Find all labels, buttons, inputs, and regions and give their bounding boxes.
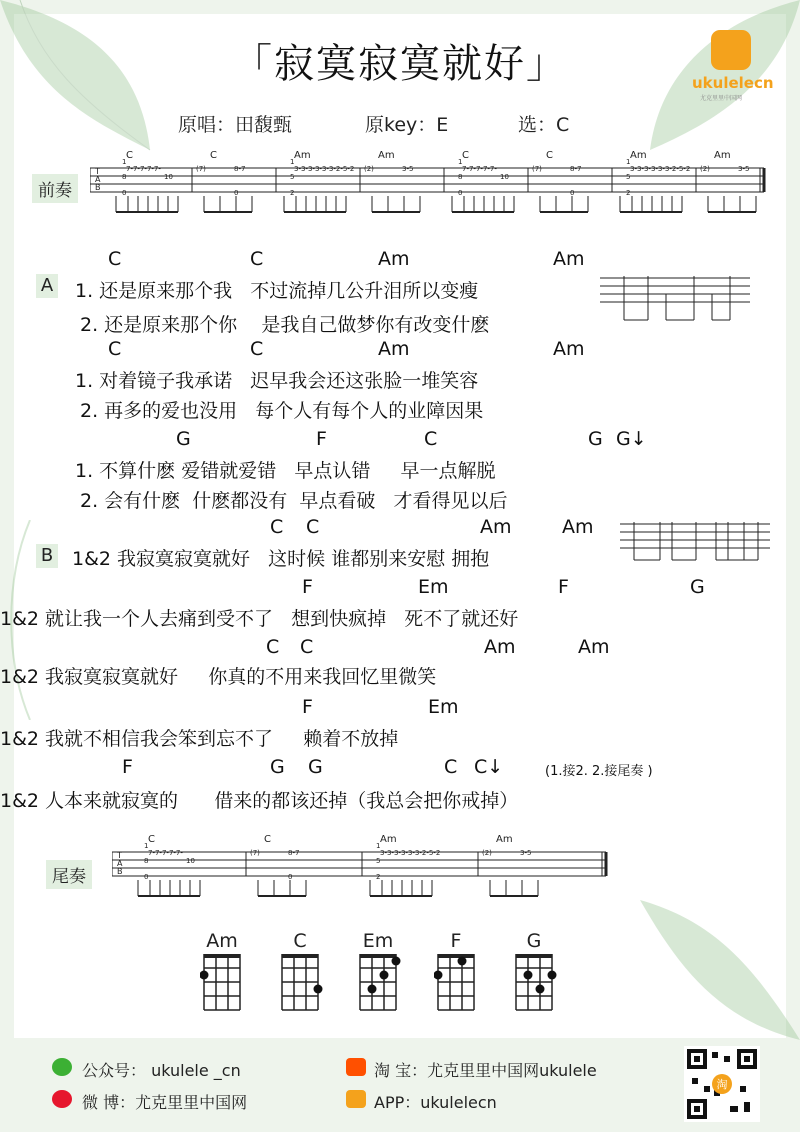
tab-fret-number: 8-7 xyxy=(234,165,246,173)
chord-diagram-name: Em xyxy=(362,930,394,952)
tab-letter: A xyxy=(95,175,101,184)
tab-fret-number: 8-7 xyxy=(288,849,300,857)
fretboard-grid xyxy=(512,952,560,1016)
lyric-chord: Am xyxy=(378,338,410,360)
strum-pattern-a xyxy=(600,272,750,324)
tab-letter: A xyxy=(117,859,123,868)
finger-dot xyxy=(434,971,443,980)
ending-note: (1.接2. 2.接尾奏 ) xyxy=(545,764,653,779)
tab-fret-number: 0 xyxy=(122,189,127,197)
tab-fret-number: 2 xyxy=(626,189,631,197)
tab-fret-number: (2) xyxy=(700,165,710,173)
tab-fret-number: 5 xyxy=(626,173,631,181)
tab-fret-number: 0 xyxy=(458,189,463,197)
tab-chord-name: C xyxy=(210,150,217,161)
tab-fret-number: 7-7-7-7-7- xyxy=(126,165,161,173)
tab-fret-number: 3-5 xyxy=(738,165,750,173)
wechat-account: 公众号： ukulele _cn xyxy=(82,1061,241,1080)
tab-fret-number: 0 xyxy=(288,873,293,881)
intro-label: 前奏 xyxy=(32,174,78,203)
lyric-chord: C xyxy=(266,636,280,658)
chord-diagram xyxy=(356,930,404,1020)
tab-letter: T xyxy=(95,167,100,176)
lyric-chord: Am xyxy=(484,636,516,658)
tab-chord-name: Am xyxy=(294,150,311,161)
app-name: APP：ukulelecn xyxy=(374,1093,497,1112)
app-icon xyxy=(346,1090,366,1108)
tab-letter: T xyxy=(117,851,122,860)
finger-dot xyxy=(392,957,401,966)
lyric-line: 2. 会有什麽 什麽都没有 早点看破 才看得见以后 xyxy=(80,490,508,512)
lyric-chord: G xyxy=(308,756,323,778)
qr-code-icon[interactable] xyxy=(684,1046,760,1122)
tab-fret-number: 2 xyxy=(376,873,381,881)
tab-fret-number: 10 xyxy=(164,173,173,181)
logo-icon xyxy=(711,30,751,70)
tab-fret-number: 3-5 xyxy=(402,165,414,173)
tab-fret-number: 1 xyxy=(626,158,631,166)
chord-diagram-name: Am xyxy=(206,930,238,952)
finger-dot xyxy=(536,985,545,994)
lyric-chord: C xyxy=(270,516,284,538)
qr-badge: 淘 xyxy=(716,1078,728,1091)
tab-fret-number: (7) xyxy=(532,165,542,173)
lyric-chord: C xyxy=(306,516,320,538)
tab-fret-number: 5 xyxy=(290,173,295,181)
tab-fret-number: (2) xyxy=(364,165,374,173)
tab-fret-number: 3-3-3-3-3-3-2-5-2 xyxy=(380,849,441,857)
lyric-chord: C xyxy=(424,428,438,450)
tab-chord-name: Am xyxy=(714,150,731,161)
lyric-chord: C xyxy=(444,756,458,778)
chord-diagram xyxy=(434,930,482,1020)
lyric-chord: F xyxy=(316,428,327,450)
lyric-chord: F xyxy=(122,756,133,778)
tab-letter: B xyxy=(117,867,123,876)
lyric-chord: Am xyxy=(553,338,585,360)
chord-diagram-name: F xyxy=(450,930,462,952)
finger-dot xyxy=(314,985,323,994)
tab-fret-number: 1 xyxy=(458,158,463,166)
lyric-chord: Em xyxy=(428,696,459,718)
lyric-chord: C xyxy=(108,338,122,360)
fretboard-grid xyxy=(434,952,482,1016)
lyric-line: 2. 再多的爱也没用 每个人有每个人的业障因果 xyxy=(80,400,484,422)
tab-fret-number: 8 xyxy=(122,173,127,181)
section-a-label: A xyxy=(36,274,58,298)
tab-chord-name: C xyxy=(148,834,155,845)
tab-fret-number: 1 xyxy=(122,158,127,166)
tab-fret-number: 3-3-3-3-3-3-2-5-2 xyxy=(630,165,691,173)
logo-name: ukulelecn xyxy=(692,74,774,92)
tab-fret-number: 0 xyxy=(144,873,149,881)
finger-dot xyxy=(380,971,389,980)
tab-fret-number: 10 xyxy=(186,857,195,865)
lyric-chord: G↓ xyxy=(616,428,647,450)
selected-key: 选：C xyxy=(518,114,570,136)
tab-fret-number: 1 xyxy=(376,842,381,850)
tab-fret-number: 3-5 xyxy=(520,849,532,857)
outro-tab-staff xyxy=(112,830,612,910)
lyric-chord: C xyxy=(300,636,314,658)
original-key: 原key：E xyxy=(365,114,449,136)
finger-dot xyxy=(524,971,533,980)
fretboard-grid xyxy=(200,952,248,1016)
tab-fret-number: 5 xyxy=(376,857,381,865)
lyric-chord: Em xyxy=(418,576,449,598)
tab-fret-number: (7) xyxy=(196,165,206,173)
tab-chord-name: Am xyxy=(378,150,395,161)
chord-diagram-name: G xyxy=(526,930,542,952)
taobao-shop: 淘 宝：尤克里里中国网ukulele xyxy=(374,1061,597,1080)
tab-chord-name: C xyxy=(546,150,553,161)
finger-dot xyxy=(458,957,467,966)
lyric-chord: Am xyxy=(480,516,512,538)
lyric-line: 1. 不算什麽 爱错就爱错 早点认错 早一点解脱 xyxy=(75,460,496,482)
tab-fret-number: 0 xyxy=(570,189,575,197)
tab-letter: B xyxy=(95,183,101,192)
finger-dot xyxy=(200,971,209,980)
lyric-line: 1. 还是原来那个我 不过流掉几公升泪所以变瘦 xyxy=(75,280,479,302)
tab-fret-number: 3-3-3-3-3-3-2-5-2 xyxy=(294,165,355,173)
tab-chord-name: Am xyxy=(496,834,513,845)
original-singer: 原唱：田馥甄 xyxy=(178,114,293,136)
lyric-chord: C xyxy=(250,248,264,270)
lyric-line: 2. 还是原来那个你 是我自己做梦你有改变什麽 xyxy=(80,314,490,336)
wechat-icon xyxy=(52,1058,72,1076)
lyric-line: 1&2 人本来就寂寞的 借来的都该还掉（我总会把你戒掉） xyxy=(0,790,519,812)
chord-diagram xyxy=(200,930,248,1020)
outro-label: 尾奏 xyxy=(46,860,92,889)
intro-tab-staff xyxy=(90,146,770,226)
lyric-chord: Am xyxy=(578,636,610,658)
tab-chord-name: C xyxy=(462,150,469,161)
tab-chord-name: Am xyxy=(630,150,647,161)
tab-chord-name: C xyxy=(264,834,271,845)
chord-diagram xyxy=(278,930,326,1020)
lyric-chord: G xyxy=(176,428,191,450)
lyric-chord: G xyxy=(588,428,603,450)
logo-subtitle: 尤克里里中国网 xyxy=(700,95,743,102)
lyric-line: 1. 对着镜子我承诺 迟早我会还这张脸一堆笑容 xyxy=(75,370,479,392)
tab-chord-name: Am xyxy=(380,834,397,845)
lyric-line: 1&2 我就不相信我会笨到忘不了 赖着不放掉 xyxy=(0,728,399,750)
song-title: 「寂寞寂寞就好」 xyxy=(232,41,568,87)
tab-fret-number: 10 xyxy=(500,173,509,181)
lyric-line: 1&2 我寂寞寂寞就好 这时候 谁都别来安慰 拥抱 xyxy=(72,548,490,570)
weibo-account: 微 博：尤克里里中国网 xyxy=(82,1093,248,1112)
finger-dot xyxy=(368,985,377,994)
chord-diagram xyxy=(512,930,560,1020)
lyric-chord: C↓ xyxy=(474,756,504,778)
lyric-chord: C xyxy=(250,338,264,360)
leaf-decoration-icon xyxy=(600,880,800,1040)
lyric-line: 1&2 我寂寞寂寞就好 你真的不用来我回忆里微笑 xyxy=(0,666,437,688)
taobao-icon xyxy=(346,1058,366,1076)
lyric-chord: Am xyxy=(562,516,594,538)
tab-fret-number: 1 xyxy=(144,842,149,850)
lyric-chord: F xyxy=(302,696,313,718)
lyric-chord: F xyxy=(558,576,569,598)
tab-fret-number: 7-7-7-7-7- xyxy=(148,849,183,857)
finger-dot xyxy=(548,971,557,980)
lyric-chord: F xyxy=(302,576,313,598)
strum-pattern-b xyxy=(620,518,770,568)
lyric-chord: G xyxy=(690,576,705,598)
fretboard-grid xyxy=(278,952,326,1016)
tab-fret-number: 1 xyxy=(290,158,295,166)
lyric-chord: Am xyxy=(378,248,410,270)
weibo-icon xyxy=(52,1090,72,1108)
lyric-chord: C xyxy=(108,248,122,270)
lyric-chord: G xyxy=(270,756,285,778)
tab-chord-name: C xyxy=(126,150,133,161)
lyric-chord: Am xyxy=(553,248,585,270)
section-b-label: B xyxy=(36,544,58,568)
tab-fret-number: (2) xyxy=(482,849,492,857)
tab-fret-number: (7) xyxy=(250,849,260,857)
tab-fret-number: 0 xyxy=(234,189,239,197)
tab-fret-number: 7-7-7-7-7- xyxy=(462,165,497,173)
tab-fret-number: 8 xyxy=(144,857,149,865)
tab-fret-number: 8-7 xyxy=(570,165,582,173)
tab-fret-number: 8 xyxy=(458,173,463,181)
fretboard-grid xyxy=(356,952,404,1016)
tab-fret-number: 2 xyxy=(290,189,295,197)
lyric-line: 1&2 就让我一个人去痛到受不了 想到快疯掉 死不了就还好 xyxy=(0,608,519,630)
chord-diagram-name: C xyxy=(293,930,307,952)
